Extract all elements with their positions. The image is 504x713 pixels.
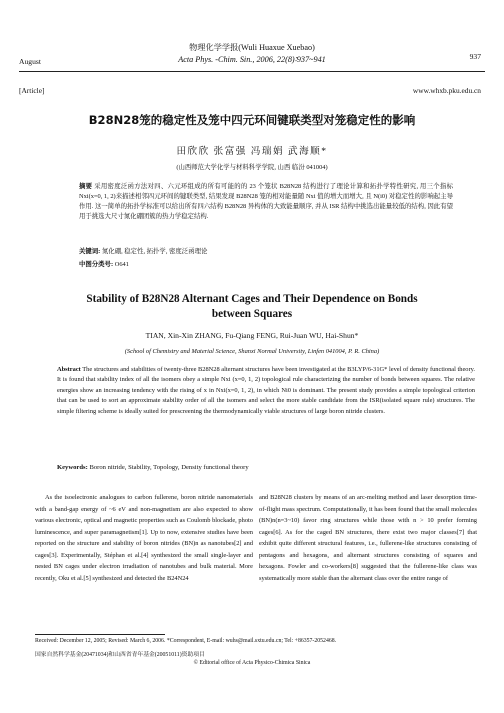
received-footnote: Received: December 12, 2005; Revised: March 6, 2006. *Correspondent, E-mail: wuhs@mail.sxtu.edu.cn; Tel: +86357-2052468. — [35, 638, 337, 644]
chinese-keywords-text: 氮化硼, 稳定性, 拓扑学, 密度泛函理论 — [101, 248, 208, 255]
funding-footnote: 国家自然科学基金(20471034)和山西省青年基金(20051011)资助项目 — [35, 652, 205, 658]
issue-month: August — [19, 57, 41, 66]
journal-citation: Acta Phys. -Chim. Sin., 2006, 22(8)∶937~941 — [178, 55, 326, 64]
chinese-abstract — [79, 182, 453, 222]
journal-header — [0, 42, 504, 66]
english-keywords-text: Boron nitride, Stability, Topology, Density functional theory — [89, 464, 249, 471]
chinese-keywords-label: 关键词: — [79, 248, 101, 255]
classification-number — [79, 259, 129, 268]
classification-label: 中图分类号: — [79, 261, 114, 268]
body-column-left — [35, 492, 253, 584]
footnote-rule — [35, 634, 165, 635]
english-abstract — [57, 365, 475, 417]
header-rule — [19, 71, 485, 72]
english-abstract-text: The structures and stabilities of twenty-three B28N28 alternant structures have been investigated at the B3LYP/6-31G* level of density functional theory. It is found that stability index of all the isomers obey a simple Nxi (x=0, 1, 2) topological rule characterizing the number of bonds between squares. The relative energies show an increasing tendency with the rising of x in Nxi(x=0, 1, 2), in which Ni0 is dominant. The present study provides a simple topological criterion that can be used to sort an approximate stability order of all the isomers and select the more stable candidate from the ISR(isolated square rule) structures. The simple filtering scheme is ideally suited for prescreening the thermodynamically viable structures of large boron nitride clusters. — [57, 366, 475, 415]
english-title — [0, 292, 504, 321]
article-type: [Article] — [19, 86, 45, 95]
english-keywords-label: Keywords: — [57, 464, 88, 471]
chinese-abstract-label: 摘要 — [79, 183, 93, 190]
english-title-line2: between Squares — [211, 307, 293, 320]
body-column-right — [259, 492, 477, 584]
english-abstract-label: Abstract — [57, 366, 81, 373]
chinese-abstract-text: 采用密度泛函方法对四、六元环组成的所有可能的的 23 个笼状 B28N28 结构进行了理论计算和拓扑学特性研究, 用三个指标 Nxi(x=0, 1, 2)来描述相邻四元环间的键联类型, 结果发现 B28N28 笼的相对能量随 Nxi 值的增大而增大, 且 N(i0) 对稳定性的影响起主导作用. 这一简单的拓扑学标准可以给出所有四六结构 B28N28 异构体的大致能量顺序, 并从 ISR 结构中挑选出能量较低的结构, 因此有望用于挑选大尺寸氮化硼团簇的热力学稳定结构. — [79, 183, 453, 220]
journal-website: www.whxb.pku.edu.cn — [412, 86, 481, 95]
body-paragraph: As the isoelectronic analogues to carbon fullerene, boron nitride nanomaterials with a band-gap energy of ~6 eV and non-magnetism are also expected to show various electronic, optical and magnetic properties such as Coulomb blockade, photo luminescence, and super paramagnetism[1]. Up to now, extensive studies have been reported on the structure and stability of boron nitrides (BN)n as nanotubes[2] and cages[3]. Experimentally, Stéphan et al.[4] synthesized the small single-layer and nested BN cages under electron irradiation of nanotubes and bulk material. More recently, Oku et al.[5] synthesized and detected the B24N24 — [35, 494, 253, 582]
journal-title-cn: 物理化学学报(Wuli Huaxue Xuebao) — [189, 43, 315, 52]
chinese-authors: 田欣欣 张富强 冯瑞娟 武海顺* — [176, 146, 328, 157]
english-authors: TIAN, Xin-Xin ZHANG, Fu-Qiang FENG, Rui-Juan WU, Hai-Shun* — [145, 331, 359, 340]
classification-value: O641 — [114, 261, 129, 268]
body-paragraph: and B28N28 clusters by means of an arc-melting method and laser desorption time-of-flight mass spectrum. Computationally, it has been found that the small molecules (BN)n(n=3~10) favor ring structures while those with n > 10 prefer forming cages[6]. As for the caged BN structures, there exist two major classes[7] that exhibit quite different structural features, i.e., fullerene-like structures consisting of pentagons and hexagons, and alternant structures consisting of squares and hexagons. Fowler and co-workers[8] suggested that the fullerene-like class was systematically more stable than the alternant class over the entire range of — [259, 494, 477, 582]
copyright-notice: © Editorial office of Acta Physico-Chimica Sinica — [193, 660, 311, 666]
english-title-line1: Stability of B28N28 Alternant Cages and Their Dependence on Bonds — [86, 293, 418, 305]
chinese-affiliation: (山西师范大学化学与材料科学学院, 山西 临汾 041004) — [176, 164, 328, 171]
page-number: 937 — [469, 52, 481, 61]
chinese-keywords — [79, 246, 207, 255]
english-keywords — [57, 464, 249, 471]
english-affiliation: (School of Chemistry and Material Science, Shanxi Normal University, Linfen 041004, P. R. China) — [124, 348, 380, 355]
chinese-title: B28N28笼的稳定性及笼中四元环间键联类型对笼稳定性的影响 — [88, 113, 416, 127]
